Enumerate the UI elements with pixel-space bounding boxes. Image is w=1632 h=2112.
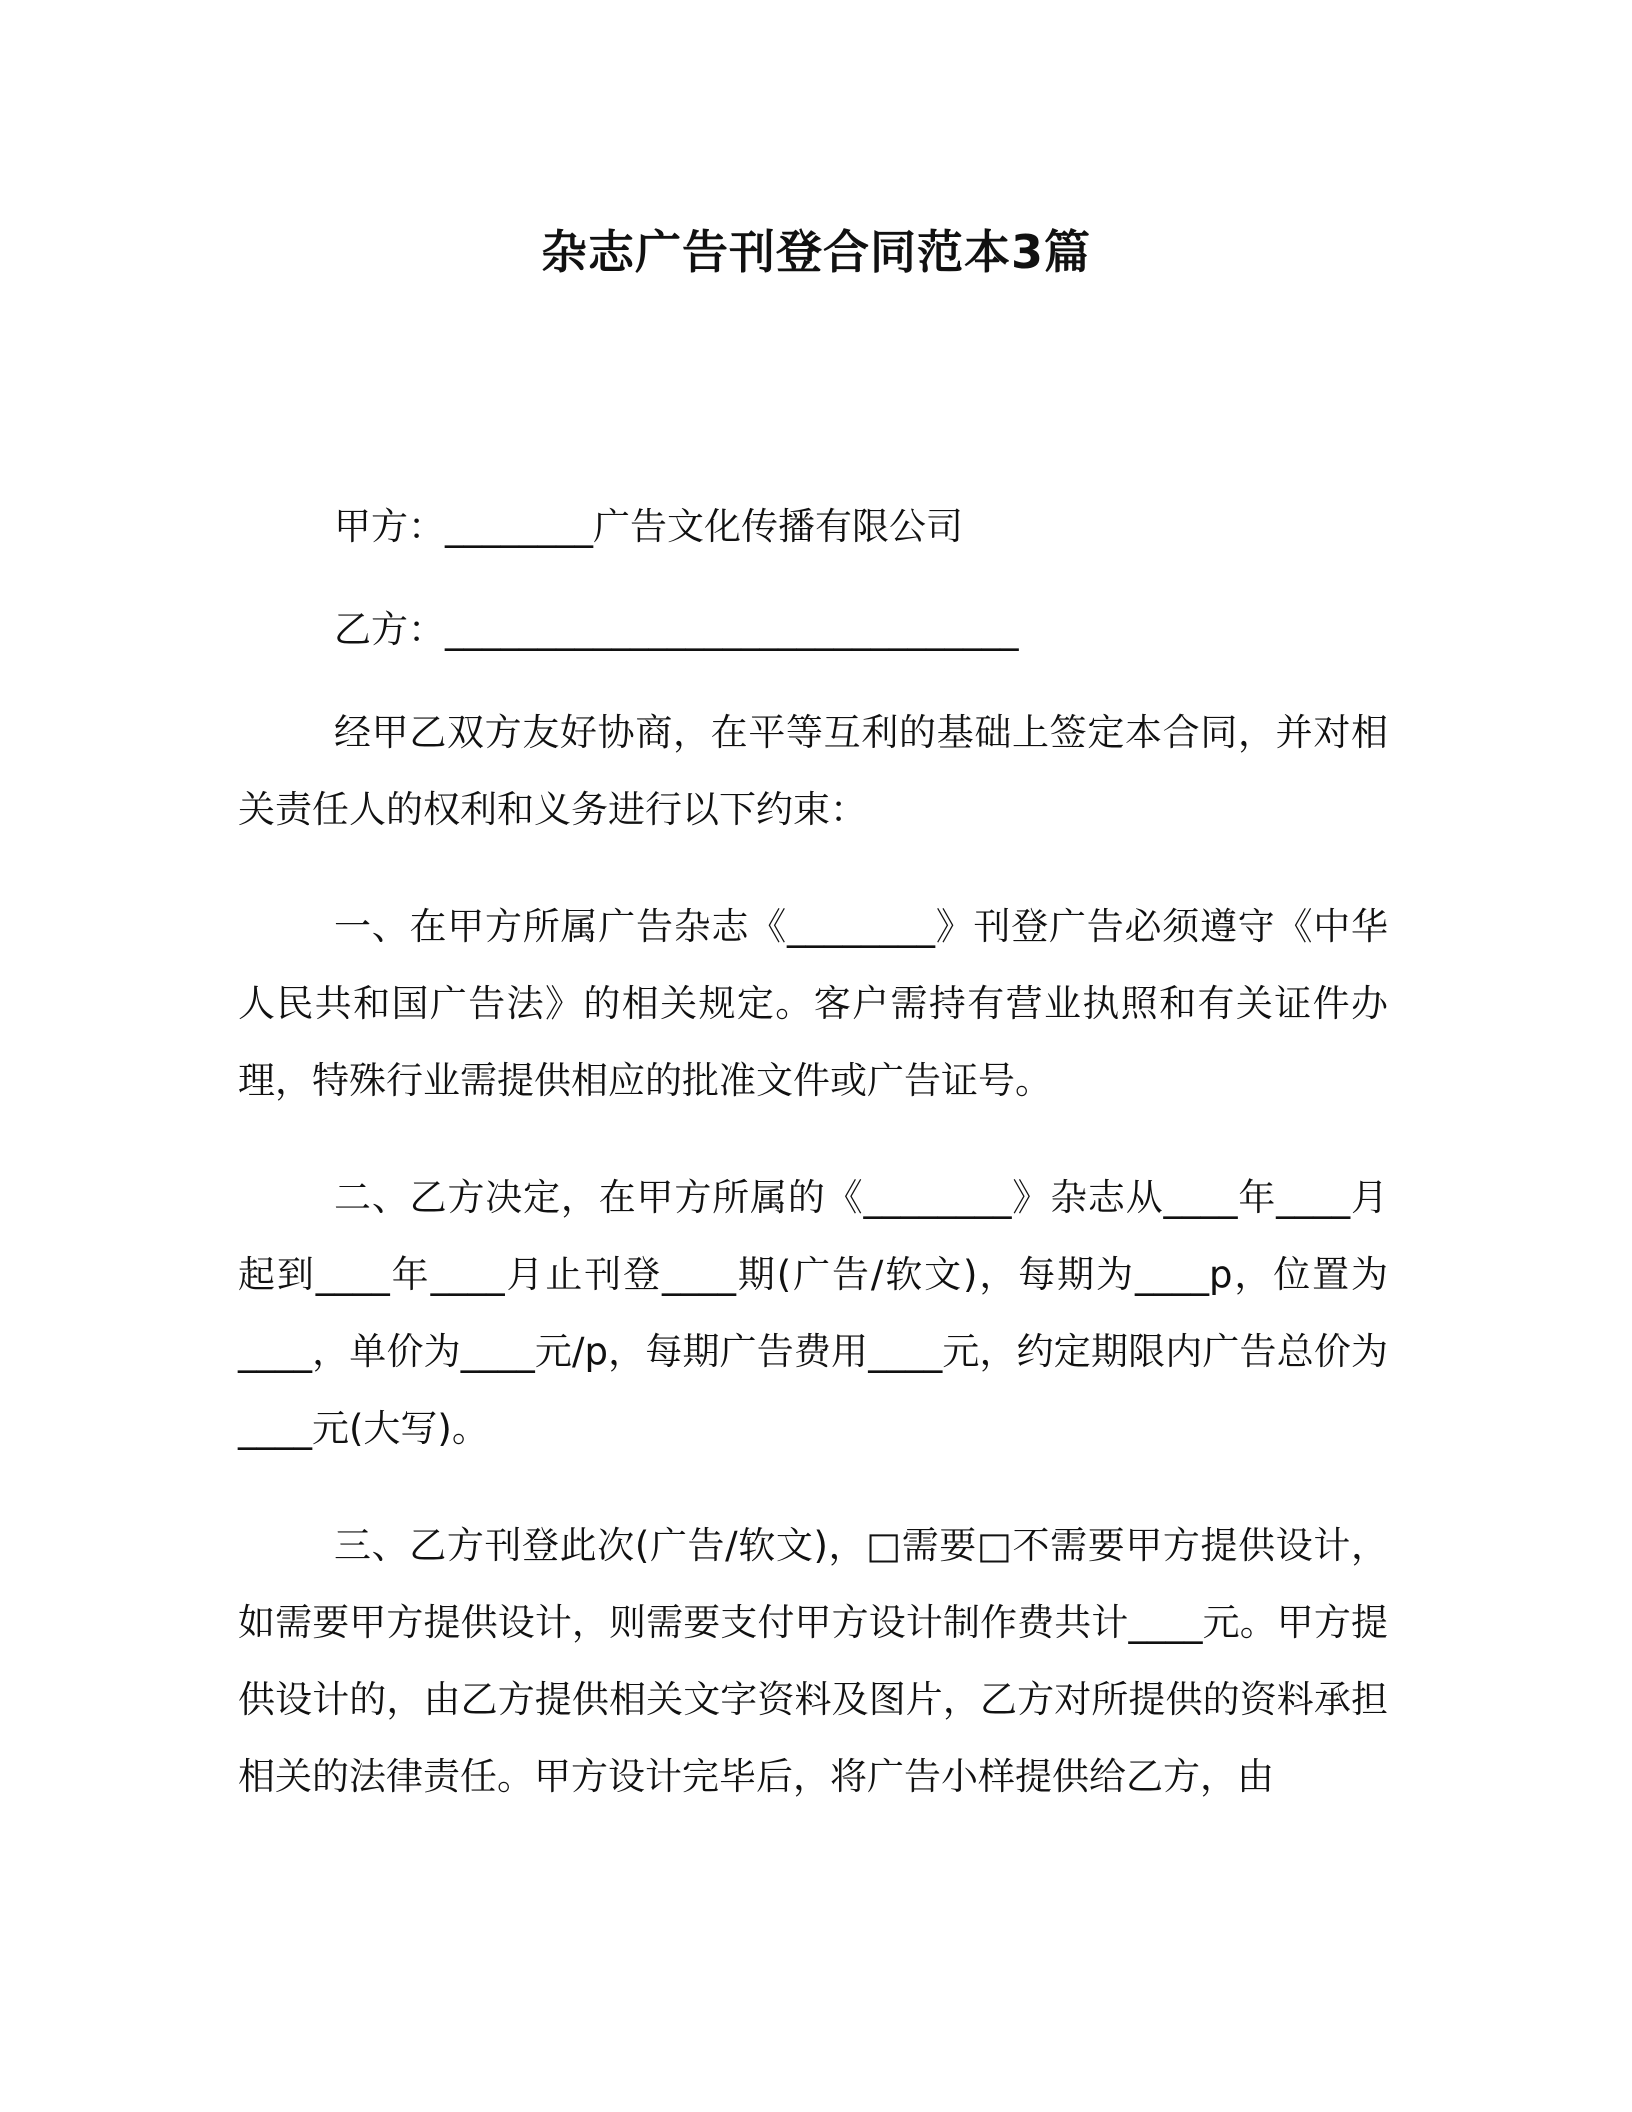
clause-3-paragraph: 三、乙方刊登此次(广告/软文)，□需要□不需要甲方提供设计，如需要甲方提供设计，则需要支付甲方设计制作费共计____元。甲方提供设计的，由乙方提供相关文字资料及图片，乙方对所提供的资料承担相关的法律责任。甲方设计完毕后，将广告小样提供给乙方，由	[238, 1524, 1388, 1798]
intro-paragraph: 经甲乙双方友好协商，在平等互利的基础上签定本合同，并对相关责任人的权利和义务进行以下约束：	[238, 711, 1388, 831]
clause-2-paragraph: 二、乙方决定，在甲方所属的《________》杂志从____年____月起到____年____月止刊登____期(广告/软文)，每期为____p，位置为____，单价为____元/p，每期广告费用____元，约定期限内广告总价为____元(大写)。	[238, 1176, 1388, 1450]
document-body	[238, 488, 1388, 1855]
party-b-line: 乙方：_______________________________	[334, 608, 1019, 651]
clause-1-paragraph: 一、在甲方所属广告杂志《________》刊登广告必须遵守《中华人民共和国广告法》的相关规定。客户需持有营业执照和有关证件办理，特殊行业需提供相应的批准文件或广告证号。	[238, 905, 1388, 1102]
party-a-line: 甲方：________广告文化传播有限公司	[334, 505, 963, 548]
document-title: 杂志广告刊登合同范本3篇	[540, 225, 1091, 279]
